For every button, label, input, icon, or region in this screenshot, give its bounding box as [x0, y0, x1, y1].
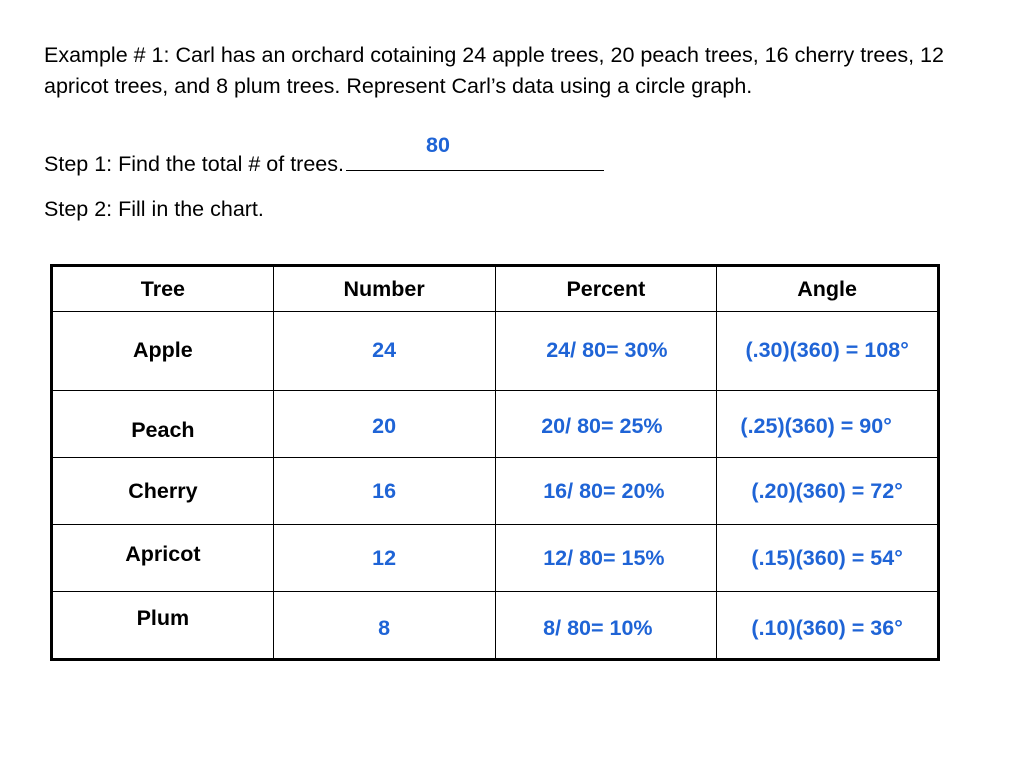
number-cell: [273, 391, 495, 458]
header-angle: Angle: [717, 266, 939, 312]
table-row: [52, 458, 939, 525]
angle-calc: (.10)(360) = 36°: [751, 616, 903, 640]
tree-name: Cherry: [128, 479, 198, 503]
tree-count: 12: [372, 546, 397, 570]
table-row: [52, 592, 939, 660]
percent-calc: 24/ 80= 30%: [546, 338, 668, 362]
angle-cell: [717, 458, 939, 525]
tree-name: Plum: [136, 606, 190, 630]
table-header-row: [52, 266, 939, 312]
percent-cell: [495, 525, 717, 592]
number-cell: [273, 592, 495, 660]
angle-calc: (.15)(360) = 54°: [751, 546, 903, 570]
number-cell: [273, 525, 495, 592]
tree-count: 20: [372, 414, 397, 438]
percent-cell: [495, 458, 717, 525]
tree-count: 24: [372, 338, 397, 362]
tree-name-cell: [52, 458, 274, 525]
problem-statement: Example # 1: Carl has an orchard cotaining 24 apple trees, 20 peach trees, 16 cherry trees, 12 apricot trees, and 8 plum trees. Represent Carl’s data using a circle graph.: [44, 43, 944, 98]
tree-name-cell: [52, 592, 274, 660]
percent-calc: 16/ 80= 20%: [543, 479, 665, 503]
tree-data-table: [50, 264, 940, 661]
angle-calc: (.30)(360) = 108°: [745, 338, 909, 362]
percent-cell: [495, 592, 717, 660]
percent-calc: 8/ 80= 10%: [543, 616, 653, 640]
angle-calc: (.20)(360) = 72°: [751, 479, 903, 503]
step-2: Step 2: Fill in the chart.: [44, 197, 264, 221]
header-percent: Percent: [495, 266, 717, 312]
percent-cell: [495, 391, 717, 458]
angle-cell: [717, 525, 939, 592]
tree-name: Peach: [131, 418, 195, 442]
table-row: [52, 525, 939, 592]
step-1-label: Step 1: Find the total # of trees.: [44, 152, 344, 176]
answer-blank: [346, 133, 604, 171]
angle-cell: [717, 391, 939, 458]
percent-cell: [495, 312, 717, 391]
tree-name-cell: [52, 312, 274, 391]
step-1: [44, 133, 604, 180]
percent-calc: 12/ 80= 15%: [543, 546, 665, 570]
percent-calc: 20/ 80= 25%: [541, 414, 663, 438]
tree-count: 8: [378, 616, 391, 640]
tree-name-cell: [52, 525, 274, 592]
tree-name: Apple: [133, 338, 193, 362]
number-cell: [273, 458, 495, 525]
table-row: [52, 391, 939, 458]
header-number: Number: [273, 266, 495, 312]
tree-name-cell: [52, 391, 274, 458]
angle-calc: (.25)(360) = 90°: [740, 414, 892, 438]
header-tree: Tree: [52, 266, 274, 312]
tree-count: 16: [372, 479, 397, 503]
angle-cell: [717, 592, 939, 660]
number-cell: [273, 312, 495, 391]
tree-name: Apricot: [125, 542, 201, 566]
angle-cell: [717, 312, 939, 391]
total-trees-answer: 80: [425, 133, 450, 157]
table-row: [52, 312, 939, 391]
